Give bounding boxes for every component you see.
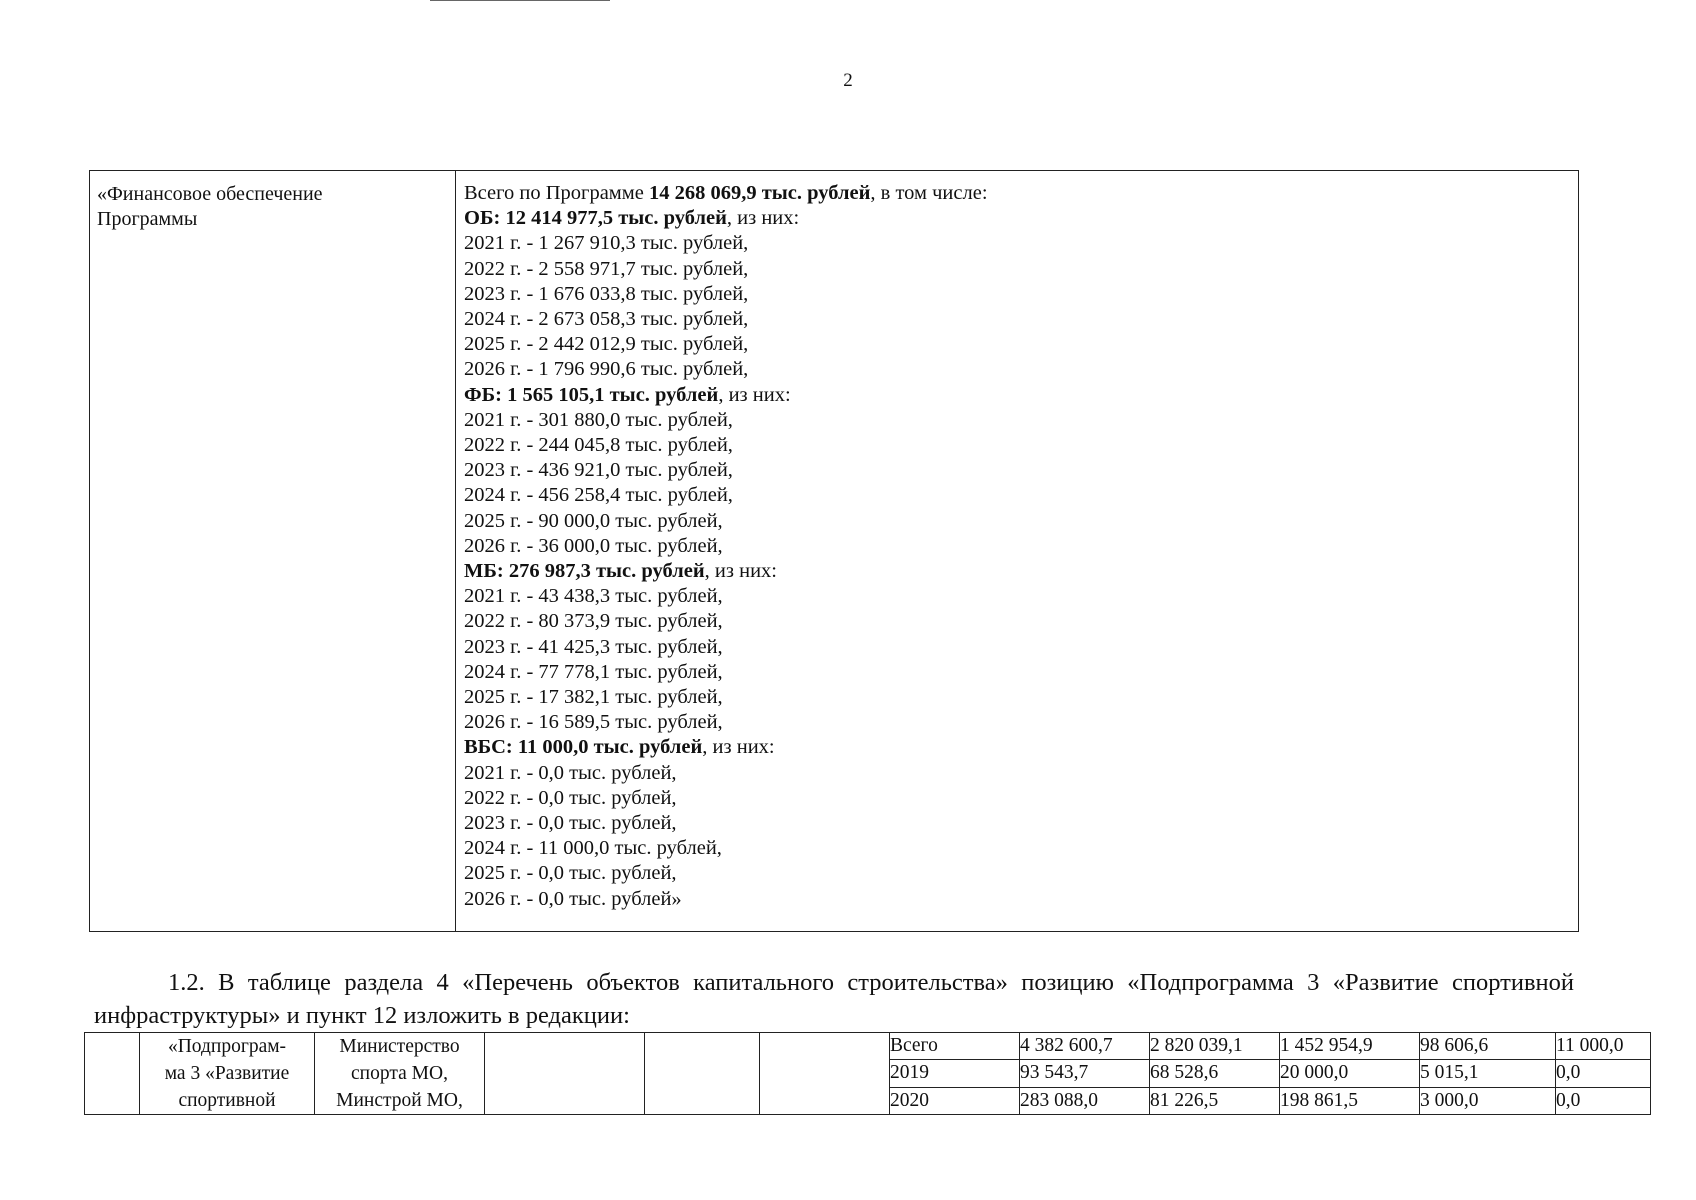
amount-cell: 81 226,5 [1150, 1087, 1280, 1114]
financing-lines [456, 171, 1578, 912]
amount-cell: 11 000,0 [1556, 1033, 1651, 1060]
year-line: 2023 г. - 436 921,0 тыс. рублей, [464, 459, 733, 482]
empty-cell [485, 1033, 645, 1115]
year-line: 2025 г. - 0,0 тыс. рублей, [464, 862, 677, 885]
source-header: ОБ: 12 414 977,5 тыс. рублей, из них: [464, 207, 800, 230]
amount-cell: 20 000,0 [1280, 1060, 1420, 1087]
amount-cell: 198 861,5 [1280, 1087, 1420, 1114]
year-line: 2025 г. - 2 442 012,9 тыс. рублей, [464, 333, 749, 356]
year-line: 2025 г. - 17 382,1 тыс. рублей, [464, 686, 723, 709]
year-line: 2022 г. - 80 373,9 тыс. рублей, [464, 610, 723, 633]
source-header: ВБС: 11 000,0 тыс. рублей, из них: [464, 736, 775, 759]
amount-cell: 68 528,6 [1150, 1060, 1280, 1087]
year-line: 2026 г. - 1 796 990,6 тыс. рублей, [464, 358, 749, 381]
number-cell [85, 1033, 140, 1115]
year-line: 2024 г. - 456 258,4 тыс. рублей, [464, 484, 733, 507]
year-line: 2026 г. - 16 589,5 тыс. рублей, [464, 711, 723, 734]
amount-cell: 1 452 954,9 [1280, 1033, 1420, 1060]
total-line: Всего по Программе 14 268 069,9 тыс. рублей, в том числе: [464, 182, 988, 204]
empty-cell [645, 1033, 760, 1115]
subprogram-line: «Подпрограм- [167, 1036, 287, 1057]
year-line: 2021 г. - 301 880,0 тыс. рублей, [464, 408, 733, 431]
capital-objects-table [84, 1032, 1651, 1115]
page-number: 2 [843, 70, 853, 91]
subprogram-cell [140, 1033, 315, 1115]
amount-cell: 5 015,1 [1420, 1060, 1556, 1087]
table-row [85, 1033, 1651, 1060]
ministry-cell [315, 1033, 485, 1115]
year-line: 2022 г. - 2 558 971,7 тыс. рублей, [464, 257, 749, 280]
amount-cell: 0,0 [1556, 1060, 1651, 1087]
financing-label-line: Программы [97, 208, 198, 230]
year-line: 2024 г. - 77 778,1 тыс. рублей, [464, 660, 723, 683]
amount-cell: 2 820 039,1 [1150, 1033, 1280, 1060]
subprogram-line: ма 3 «Развитие [164, 1063, 290, 1084]
year-line: 2026 г. - 0,0 тыс. рублей» [464, 887, 682, 910]
year-line: 2023 г. - 0,0 тыс. рублей, [464, 812, 677, 835]
year-line: 2024 г. - 11 000,0 тыс. рублей, [464, 837, 722, 860]
amount-cell: 98 606,6 [1420, 1033, 1556, 1060]
subprogram-line: спортивной [178, 1090, 276, 1111]
year-line: 2024 г. - 2 673 058,3 тыс. рублей, [464, 308, 749, 331]
financing-label-line: «Финансовое обеспечение [97, 183, 323, 205]
year-line: 2021 г. - 43 438,3 тыс. рублей, [464, 585, 723, 608]
year-line: 2023 г. - 1 676 033,8 тыс. рублей, [464, 282, 749, 305]
period-cell: 2020 [890, 1087, 1020, 1114]
empty-cell [760, 1033, 890, 1115]
financing-table [89, 170, 1579, 932]
year-line: 2026 г. - 36 000,0 тыс. рублей, [464, 534, 723, 557]
year-line: 2023 г. - 41 425,3 тыс. рублей, [464, 635, 723, 658]
source-header: МБ: 276 987,3 тыс. рублей, из них: [464, 560, 778, 583]
period-cell: Всего [890, 1033, 1020, 1060]
year-line: 2022 г. - 0,0 тыс. рублей, [464, 786, 677, 809]
amount-cell: 3 000,0 [1420, 1087, 1556, 1114]
ministry-line: Министерство [339, 1036, 460, 1057]
ministry-line: спорта МО, [351, 1063, 448, 1084]
amount-cell: 93 543,7 [1020, 1060, 1150, 1087]
year-line: 2021 г. - 0,0 тыс. рублей, [464, 761, 677, 784]
period-cell: 2019 [890, 1060, 1020, 1087]
year-line: 2022 г. - 244 045,8 тыс. рублей, [464, 434, 733, 457]
amount-cell: 0,0 [1556, 1087, 1651, 1114]
amount-cell: 4 382 600,7 [1020, 1033, 1150, 1060]
amount-cell: 283 088,0 [1020, 1087, 1150, 1114]
top-rule [430, 0, 610, 1]
year-line: 2025 г. - 90 000,0 тыс. рублей, [464, 509, 723, 532]
clause-paragraph: 1.2. В таблице раздела 4 «Перечень объектов капитального строительства» позицию «Подпрограмма 3 «Развитие спортивной инфраструктуры» и пункт 12 изложить в редакции: [94, 969, 1574, 1029]
financing-label-cell [90, 171, 456, 932]
year-line: 2021 г. - 1 267 910,3 тыс. рублей, [464, 232, 749, 255]
financing-details-cell [456, 171, 1579, 932]
ministry-line: Минстрой МО, [336, 1090, 463, 1111]
source-header: ФБ: 1 565 105,1 тыс. рублей, из них: [464, 383, 791, 406]
